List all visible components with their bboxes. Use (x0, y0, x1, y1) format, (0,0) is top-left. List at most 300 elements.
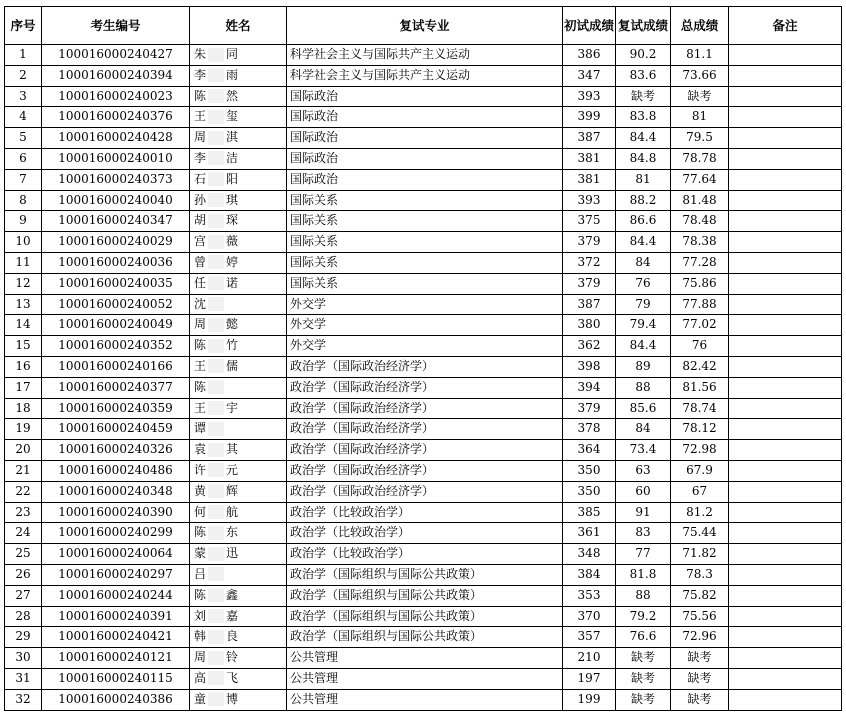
name-given: 懿 (226, 317, 239, 332)
name-surname: 童 (194, 691, 207, 706)
name-redaction (208, 318, 224, 332)
row-major: 政治学（国际政治经济学） (287, 460, 563, 481)
header-retest-score: 复试成绩 (616, 7, 671, 45)
name-given: 同 (226, 47, 239, 61)
row-major: 政治学（比较政治学） (287, 523, 563, 544)
row-name (190, 627, 287, 648)
row-major: 政治学（国际政治经济学） (287, 419, 563, 440)
row-prelim-score: 387 (563, 294, 616, 315)
name-surname: 沈 (194, 296, 207, 311)
name-redaction (208, 68, 224, 82)
row-exam-id: 100016000240049 (42, 315, 190, 336)
row-idx: 3 (5, 86, 42, 107)
name-surname: 何 (194, 504, 207, 519)
row-retest-score: 84.4 (616, 336, 671, 357)
row-total-score: 缺考 (671, 86, 729, 107)
row-major: 政治学（比较政治学） (287, 502, 563, 523)
row-major: 国际关系 (287, 211, 563, 232)
header-prelim-score: 初试成绩 (563, 7, 616, 45)
row-idx: 27 (5, 585, 42, 606)
row-prelim-score: 348 (563, 544, 616, 565)
row-total-score: 77.02 (671, 315, 729, 336)
row-prelim-score: 399 (563, 107, 616, 128)
row-remark (729, 627, 842, 648)
name-given: 其 (226, 442, 239, 457)
row-name (190, 65, 287, 86)
row-prelim-score: 361 (563, 523, 616, 544)
row-retest-score: 90.2 (616, 45, 671, 66)
row-idx: 6 (5, 148, 42, 169)
row-exam-id: 100016000240459 (42, 419, 190, 440)
row-major: 国际关系 (287, 190, 563, 211)
row-name (190, 45, 287, 66)
row-retest-score: 85.6 (616, 398, 671, 419)
row-retest-score: 83.8 (616, 107, 671, 128)
table-row (5, 169, 842, 190)
row-prelim-score: 379 (563, 273, 616, 294)
row-exam-id: 100016000240029 (42, 232, 190, 253)
row-idx: 29 (5, 627, 42, 648)
row-major: 政治学（国际政治经济学） (287, 356, 563, 377)
table-row (5, 356, 842, 377)
row-retest-score: 88 (616, 585, 671, 606)
row-prelim-score: 370 (563, 606, 616, 627)
row-retest-score: 缺考 (616, 668, 671, 689)
name-surname: 宫 (194, 234, 207, 249)
row-idx: 12 (5, 273, 42, 294)
row-prelim-score: 350 (563, 481, 616, 502)
row-remark (729, 148, 842, 169)
name-redaction (208, 526, 224, 540)
row-idx: 20 (5, 440, 42, 461)
row-exam-id: 100016000240348 (42, 481, 190, 502)
row-name (190, 294, 287, 315)
row-retest-score: 63 (616, 460, 671, 481)
row-exam-id: 100016000240036 (42, 252, 190, 273)
table-row (5, 502, 842, 523)
row-idx: 23 (5, 502, 42, 523)
row-exam-id: 100016000240427 (42, 45, 190, 66)
name-surname: 任 (194, 275, 207, 290)
table-row (5, 564, 842, 585)
row-major: 政治学（国际政治经济学） (287, 377, 563, 398)
name-redaction (208, 671, 224, 685)
table-row (5, 689, 842, 710)
row-name (190, 689, 287, 710)
name-redaction (208, 609, 224, 623)
name-given: 阳 (226, 171, 239, 186)
row-total-score: 78.48 (671, 211, 729, 232)
name-surname: 吕 (194, 566, 207, 581)
row-total-score: 81.48 (671, 190, 729, 211)
row-remark (729, 648, 842, 669)
row-remark (729, 65, 842, 86)
row-total-score: 79.5 (671, 128, 729, 149)
name-redaction (208, 214, 224, 228)
row-retest-score: 77 (616, 544, 671, 565)
row-total-score: 67 (671, 481, 729, 502)
row-idx: 18 (5, 398, 42, 419)
row-idx: 9 (5, 211, 42, 232)
row-remark (729, 294, 842, 315)
row-total-score: 缺考 (671, 648, 729, 669)
name-redaction (208, 401, 224, 415)
row-prelim-score: 372 (563, 252, 616, 273)
row-exam-id: 100016000240377 (42, 377, 190, 398)
table-row (5, 440, 842, 461)
row-major: 科学社会主义与国际共产主义运动 (287, 65, 563, 86)
name-given: 宇 (226, 400, 239, 415)
table-row (5, 668, 842, 689)
row-remark (729, 523, 842, 544)
name-redaction (208, 422, 224, 436)
table-row (5, 107, 842, 128)
row-major: 外交学 (287, 315, 563, 336)
name-surname: 曾 (194, 254, 207, 269)
row-major: 外交学 (287, 294, 563, 315)
row-name (190, 190, 287, 211)
row-retest-score: 缺考 (616, 689, 671, 710)
row-name (190, 606, 287, 627)
row-name (190, 107, 287, 128)
name-redaction (208, 48, 224, 62)
row-name (190, 460, 287, 481)
row-remark (729, 606, 842, 627)
name-given: 迅 (226, 546, 239, 561)
row-remark (729, 45, 842, 66)
row-total-score: 78.12 (671, 419, 729, 440)
row-remark (729, 564, 842, 585)
name-surname: 陈 (194, 525, 207, 540)
row-name (190, 564, 287, 585)
table-row (5, 481, 842, 502)
row-exam-id: 100016000240386 (42, 689, 190, 710)
row-exam-id: 100016000240166 (42, 356, 190, 377)
row-prelim-score: 381 (563, 148, 616, 169)
row-idx: 7 (5, 169, 42, 190)
table-row (5, 523, 842, 544)
row-name (190, 377, 287, 398)
row-exam-id: 100016000240064 (42, 544, 190, 565)
row-name (190, 273, 287, 294)
name-redaction (208, 193, 224, 207)
name-given: 铃 (226, 650, 239, 665)
name-surname: 袁 (194, 442, 207, 457)
row-exam-id: 100016000240421 (42, 627, 190, 648)
row-retest-score: 89 (616, 356, 671, 377)
row-retest-score: 91 (616, 502, 671, 523)
row-major: 国际关系 (287, 232, 563, 253)
row-idx: 22 (5, 481, 42, 502)
row-major: 政治学（国际政治经济学） (287, 398, 563, 419)
row-major: 国际政治 (287, 86, 563, 107)
name-surname: 韩 (194, 629, 207, 644)
row-idx: 10 (5, 232, 42, 253)
row-remark (729, 252, 842, 273)
row-exam-id: 100016000240115 (42, 668, 190, 689)
header-row (5, 7, 842, 45)
header-major: 复试专业 (287, 7, 563, 45)
name-redaction (208, 151, 224, 165)
row-name (190, 523, 287, 544)
table-row (5, 627, 842, 648)
name-redaction (208, 131, 224, 145)
row-idx: 24 (5, 523, 42, 544)
name-surname: 陈 (194, 587, 207, 602)
name-surname: 周 (194, 317, 207, 332)
row-total-score: 78.3 (671, 564, 729, 585)
row-name (190, 419, 287, 440)
row-exam-id: 100016000240373 (42, 169, 190, 190)
row-total-score: 75.86 (671, 273, 729, 294)
table-row (5, 544, 842, 565)
row-name (190, 252, 287, 273)
row-name (190, 440, 287, 461)
row-name (190, 148, 287, 169)
row-remark (729, 398, 842, 419)
row-remark (729, 481, 842, 502)
row-remark (729, 502, 842, 523)
row-prelim-score: 393 (563, 86, 616, 107)
name-given: 鑫 (226, 587, 239, 602)
name-given: 嘉 (226, 608, 239, 623)
row-retest-score: 88 (616, 377, 671, 398)
name-given: 辉 (226, 483, 239, 498)
row-total-score: 82.42 (671, 356, 729, 377)
row-remark (729, 169, 842, 190)
row-prelim-score: 393 (563, 190, 616, 211)
table-row (5, 65, 842, 86)
row-retest-score: 88.2 (616, 190, 671, 211)
table-row (5, 315, 842, 336)
row-name (190, 86, 287, 107)
row-remark (729, 377, 842, 398)
row-remark (729, 211, 842, 232)
row-idx: 26 (5, 564, 42, 585)
row-major: 政治学（国际政治经济学） (287, 440, 563, 461)
row-remark (729, 232, 842, 253)
name-given: 玺 (226, 109, 239, 124)
row-prelim-score: 380 (563, 315, 616, 336)
name-surname: 周 (194, 130, 207, 145)
row-retest-score: 81.8 (616, 564, 671, 585)
row-total-score: 76 (671, 336, 729, 357)
row-exam-id: 100016000240010 (42, 148, 190, 169)
header-idx: 序号 (5, 7, 42, 45)
name-redaction (208, 484, 224, 498)
row-retest-score: 76.6 (616, 627, 671, 648)
row-remark (729, 190, 842, 211)
name-surname: 陈 (194, 338, 207, 353)
row-prelim-score: 375 (563, 211, 616, 232)
name-redaction (208, 380, 224, 394)
row-total-score: 78.38 (671, 232, 729, 253)
row-idx: 4 (5, 107, 42, 128)
name-redaction (208, 359, 224, 373)
row-exam-id: 100016000240040 (42, 190, 190, 211)
row-name (190, 544, 287, 565)
row-retest-score: 缺考 (616, 86, 671, 107)
row-name (190, 648, 287, 669)
row-prelim-score: 385 (563, 502, 616, 523)
name-given: 婷 (226, 254, 239, 269)
row-remark (729, 419, 842, 440)
row-idx: 17 (5, 377, 42, 398)
name-surname: 王 (194, 358, 207, 373)
row-major: 政治学（国际组织与国际公共政策） (287, 606, 563, 627)
row-remark (729, 273, 842, 294)
name-redaction (208, 297, 224, 311)
row-exam-id: 100016000240391 (42, 606, 190, 627)
name-given: 元 (226, 462, 239, 477)
row-remark (729, 315, 842, 336)
row-exam-id: 100016000240486 (42, 460, 190, 481)
row-total-score: 67.9 (671, 460, 729, 481)
row-exam-id: 100016000240244 (42, 585, 190, 606)
row-remark (729, 336, 842, 357)
row-idx: 32 (5, 689, 42, 710)
row-major: 公共管理 (287, 668, 563, 689)
table-body (5, 45, 842, 711)
name-given: 诺 (226, 275, 239, 290)
row-exam-id: 100016000240352 (42, 336, 190, 357)
row-total-score: 72.96 (671, 627, 729, 648)
row-exam-id: 100016000240359 (42, 398, 190, 419)
row-total-score: 72.98 (671, 440, 729, 461)
row-retest-score: 86.6 (616, 211, 671, 232)
name-redaction (208, 588, 224, 602)
table-row (5, 398, 842, 419)
row-remark (729, 440, 842, 461)
row-exam-id: 100016000240376 (42, 107, 190, 128)
row-idx: 30 (5, 648, 42, 669)
score-table (4, 6, 842, 711)
name-redaction (208, 110, 224, 124)
table-row (5, 148, 842, 169)
row-prelim-score: 362 (563, 336, 616, 357)
name-redaction (208, 443, 224, 457)
row-remark (729, 107, 842, 128)
row-remark (729, 86, 842, 107)
row-name (190, 502, 287, 523)
name-redaction (208, 89, 224, 103)
row-remark (729, 585, 842, 606)
row-retest-score: 84 (616, 419, 671, 440)
name-redaction (208, 630, 224, 644)
name-surname: 胡 (194, 213, 207, 228)
row-exam-id: 100016000240394 (42, 65, 190, 86)
name-redaction (208, 255, 224, 269)
row-idx: 15 (5, 336, 42, 357)
row-major: 政治学（国际组织与国际公共政策） (287, 585, 563, 606)
name-surname: 陈 (194, 379, 207, 394)
row-idx: 28 (5, 606, 42, 627)
row-prelim-score: 378 (563, 419, 616, 440)
table-row (5, 585, 842, 606)
table-row (5, 252, 842, 273)
name-redaction (208, 463, 224, 477)
row-prelim-score: 347 (563, 65, 616, 86)
row-exam-id: 100016000240297 (42, 564, 190, 585)
header-name: 姓名 (190, 7, 287, 45)
name-redaction (208, 692, 224, 706)
row-major: 公共管理 (287, 689, 563, 710)
row-idx: 19 (5, 419, 42, 440)
name-given: 飞 (226, 670, 239, 685)
table-row (5, 377, 842, 398)
table-row (5, 419, 842, 440)
row-idx: 11 (5, 252, 42, 273)
name-redaction (208, 339, 224, 353)
row-remark (729, 689, 842, 710)
row-major: 政治学（比较政治学） (287, 544, 563, 565)
row-idx: 1 (5, 45, 42, 66)
row-name (190, 315, 287, 336)
row-major: 公共管理 (287, 648, 563, 669)
table-row (5, 648, 842, 669)
row-major: 国际关系 (287, 252, 563, 273)
row-prelim-score: 210 (563, 648, 616, 669)
row-prelim-score: 357 (563, 627, 616, 648)
table-row (5, 232, 842, 253)
row-remark (729, 544, 842, 565)
row-total-score: 77.88 (671, 294, 729, 315)
row-retest-score: 83 (616, 523, 671, 544)
name-surname: 谭 (194, 421, 207, 436)
row-total-score: 缺考 (671, 668, 729, 689)
row-exam-id: 100016000240052 (42, 294, 190, 315)
row-total-score: 78.74 (671, 398, 729, 419)
row-name (190, 211, 287, 232)
name-given: 东 (226, 525, 239, 540)
name-surname: 孙 (194, 192, 207, 207)
name-redaction (208, 276, 224, 290)
row-idx: 21 (5, 460, 42, 481)
row-name (190, 128, 287, 149)
row-retest-score: 73.4 (616, 440, 671, 461)
row-prelim-score: 379 (563, 398, 616, 419)
row-major: 政治学（国际政治经济学） (287, 481, 563, 502)
row-total-score: 71.82 (671, 544, 729, 565)
row-retest-score: 缺考 (616, 648, 671, 669)
name-surname: 李 (194, 67, 207, 82)
row-exam-id: 100016000240347 (42, 211, 190, 232)
row-name (190, 356, 287, 377)
row-name (190, 481, 287, 502)
row-retest-score: 79 (616, 294, 671, 315)
row-remark (729, 356, 842, 377)
table-row (5, 460, 842, 481)
header-total-score: 总成绩 (671, 7, 729, 45)
row-prelim-score: 387 (563, 128, 616, 149)
row-prelim-score: 381 (563, 169, 616, 190)
name-given: 儒 (226, 358, 239, 373)
row-idx: 13 (5, 294, 42, 315)
name-given: 淇 (226, 130, 239, 145)
name-given: 洁 (226, 150, 239, 165)
row-name (190, 169, 287, 190)
name-surname: 周 (194, 650, 207, 665)
row-major: 国际政治 (287, 169, 563, 190)
row-total-score: 75.56 (671, 606, 729, 627)
row-idx: 8 (5, 190, 42, 211)
name-surname: 王 (194, 400, 207, 415)
table-row (5, 273, 842, 294)
row-prelim-score: 199 (563, 689, 616, 710)
table-row (5, 606, 842, 627)
header-remarks: 备注 (729, 7, 842, 45)
row-idx: 5 (5, 128, 42, 149)
